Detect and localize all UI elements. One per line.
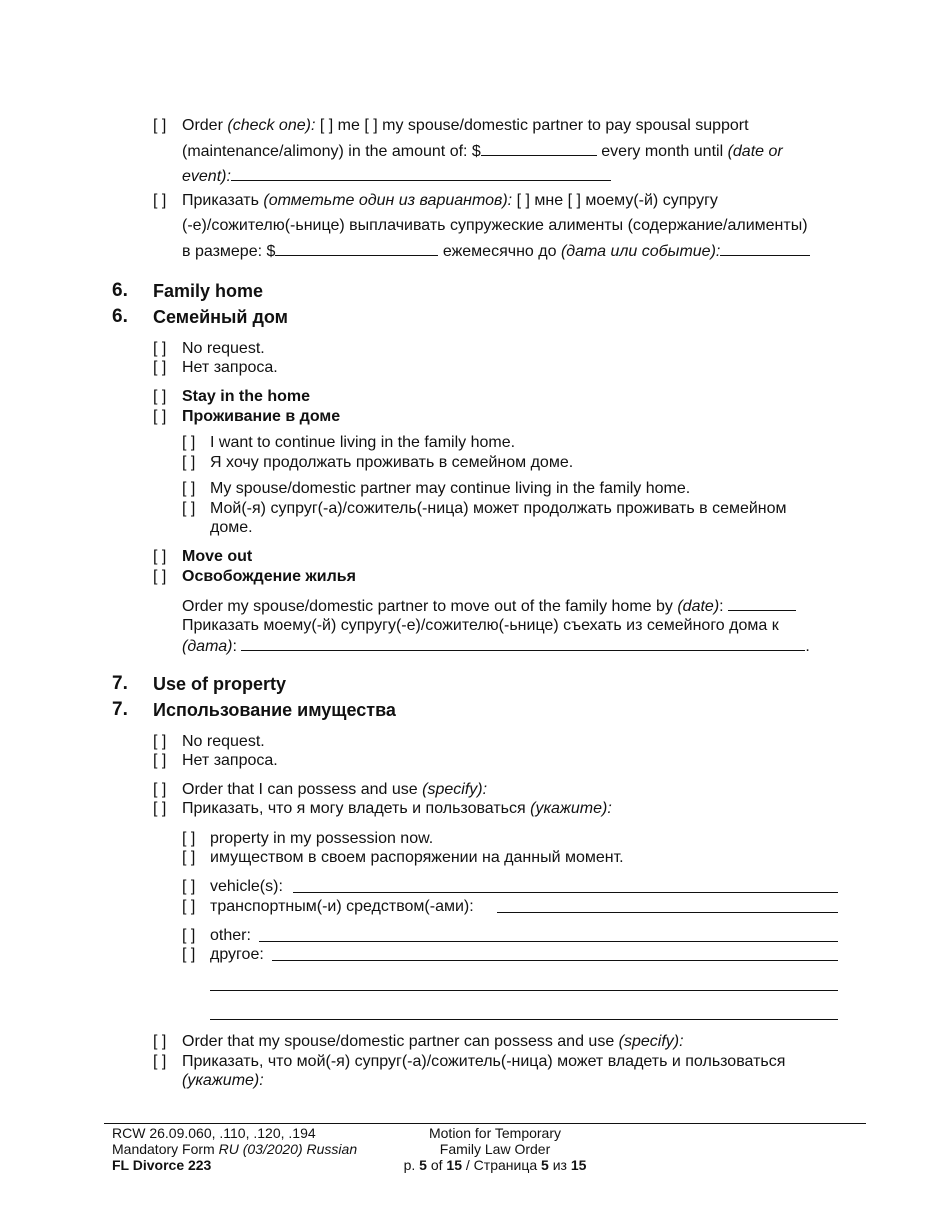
- spousal-support-en-line3: event):: [182, 166, 611, 187]
- option-label: Приказать, что мой(-я) супруг(-а)/сожитель(-ница) может владеть и пользоваться: [182, 1053, 786, 1070]
- section-7-number-ru: 7.: [112, 699, 128, 720]
- option-label: vehicle(s):: [210, 878, 283, 895]
- spousal-support-ru-line2: (-е)/сожителю(-ьнице) выплачивать супружеские алименты (содержание/алименты): [182, 217, 808, 234]
- section-7-title: Use of property: [153, 674, 287, 694]
- checkbox[interactable]: [ ]: [153, 192, 167, 209]
- option-label: I want to continue living in the family home.: [210, 434, 516, 451]
- option-label: property in my possession now.: [210, 830, 434, 847]
- checkbox[interactable]: [ ]: [182, 927, 196, 944]
- date-or-event-field[interactable]: [720, 241, 810, 256]
- footer-page-number: p. 5 of 15 / Страница 5 из 15: [403, 1157, 587, 1173]
- option-label: My spouse/domestic partner may continue living in the family home.: [210, 480, 691, 497]
- move-out-order-en: Order my spouse/domestic partner to move out of the family home by (date):: [182, 596, 796, 617]
- checkbox[interactable]: [ ]: [182, 500, 196, 517]
- checkbox[interactable]: [ ]: [153, 340, 167, 357]
- option-label: Order that my spouse/domestic partner can possess and use (specify):: [182, 1033, 684, 1050]
- option-label: Я хочу продолжать проживать в семейном доме.: [210, 454, 574, 471]
- option-label: Мой(-я) супруг(-а)/сожитель(-ница) может продолжать проживать в семейном: [210, 500, 787, 517]
- option-label: транспортным(-и) средством(-ами):: [210, 898, 474, 915]
- date-or-event-field[interactable]: [231, 166, 611, 181]
- option-label: Order that I can possess and use (specify):: [182, 781, 488, 798]
- option-label: Move out: [182, 548, 253, 565]
- checkbox[interactable]: [ ]: [153, 800, 167, 817]
- option-label: Нет запроса.: [182, 752, 278, 769]
- other-field-ru[interactable]: [272, 960, 838, 961]
- checkbox[interactable]: [ ]: [567, 192, 581, 209]
- option-label: (укажите):: [182, 1072, 264, 1089]
- spousal-support-en-line2: (maintenance/alimony) in the amount of: $ every month until (date or: [182, 143, 783, 160]
- move-out-date-field-ru[interactable]: [241, 636, 805, 651]
- vehicle-field-ru[interactable]: [497, 912, 838, 913]
- section-6-number: 6.: [112, 280, 128, 301]
- checkbox[interactable]: [ ]: [153, 117, 167, 134]
- footer-title-1: Motion for Temporary: [428, 1125, 561, 1141]
- option-label: имуществом в своем распоряжении на данный момент.: [210, 849, 624, 866]
- footer-form-id: FL Divorce 223: [112, 1157, 212, 1173]
- checkbox[interactable]: [ ]: [153, 752, 167, 769]
- amount-field[interactable]: [481, 141, 597, 156]
- move-out-order-ru: Приказать моему(-й) супругу(-е)/сожителю(-ьнице) съехать из семейного дома к: [182, 617, 779, 634]
- spousal-support-ru-line1: Приказать (отметьте один из вариантов): [ ] мне [ ] моему(-й) супругу: [182, 192, 718, 209]
- section-7-number: 7.: [112, 673, 128, 694]
- option-label: Проживание в доме: [182, 408, 341, 425]
- footer-mandatory-form: Mandatory Form RU (03/2020) Russian: [112, 1141, 358, 1157]
- vehicle-field[interactable]: [293, 892, 838, 893]
- option-label: No request.: [182, 340, 265, 357]
- move-out-date-field[interactable]: [728, 596, 796, 611]
- section-6-title: Family home: [153, 281, 264, 301]
- checkbox[interactable]: [ ]: [153, 1033, 167, 1050]
- option-label: other:: [210, 927, 251, 944]
- section-6-number-ru: 6.: [112, 306, 128, 327]
- checkbox[interactable]: [ ]: [153, 568, 167, 585]
- option-label: доме.: [210, 519, 253, 536]
- checkbox[interactable]: [ ]: [182, 434, 196, 451]
- checkbox[interactable]: [ ]: [182, 480, 196, 497]
- spousal-support-en-line1: Order (check one): [ ] me [ ] my spouse/domestic partner to pay spousal support: [182, 117, 749, 134]
- checkbox[interactable]: [ ]: [319, 117, 334, 134]
- checkbox[interactable]: [ ]: [153, 781, 167, 798]
- checkbox[interactable]: [ ]: [182, 454, 196, 471]
- option-label: Освобождение жилья: [182, 568, 356, 585]
- checkbox[interactable]: [ ]: [153, 388, 167, 405]
- option-label: Stay in the home: [182, 388, 311, 405]
- footer-rcw: RCW 26.09.060, .110, .120, .194: [112, 1125, 316, 1141]
- checkbox[interactable]: [ ]: [153, 408, 167, 425]
- checkbox[interactable]: [ ]: [182, 849, 196, 866]
- amount-field[interactable]: [275, 241, 438, 256]
- checkbox[interactable]: [ ]: [364, 117, 378, 134]
- checkbox[interactable]: [ ]: [182, 898, 196, 915]
- checkbox[interactable]: [ ]: [516, 192, 530, 209]
- option-label: другое:: [210, 946, 264, 963]
- move-out-date-ru: (дата): .: [182, 638, 810, 655]
- checkbox[interactable]: [ ]: [182, 878, 196, 895]
- checkbox[interactable]: [ ]: [182, 946, 196, 963]
- extra-line-field[interactable]: [210, 1019, 838, 1020]
- option-label: No request.: [182, 733, 265, 750]
- checkbox[interactable]: [ ]: [153, 548, 167, 565]
- other-field[interactable]: [259, 941, 838, 942]
- footer-divider: [104, 1123, 866, 1124]
- option-label: Приказать, что я могу владеть и пользоваться (укажите):: [182, 800, 612, 817]
- section-7-title-ru: Использование имущества: [153, 700, 396, 720]
- section-6-title-ru: Семейный дом: [153, 307, 288, 327]
- option-label: Нет запроса.: [182, 359, 278, 376]
- checkbox[interactable]: [ ]: [182, 830, 196, 847]
- checkbox[interactable]: [ ]: [153, 1053, 167, 1070]
- checkbox[interactable]: [ ]: [153, 733, 167, 750]
- extra-line-field[interactable]: [210, 990, 838, 991]
- checkbox[interactable]: [ ]: [153, 359, 167, 376]
- footer-title-2: Family Law Order: [439, 1141, 551, 1157]
- spousal-support-ru-line3: в размере: $ ежемесячно до (дата или событие):: [182, 241, 810, 262]
